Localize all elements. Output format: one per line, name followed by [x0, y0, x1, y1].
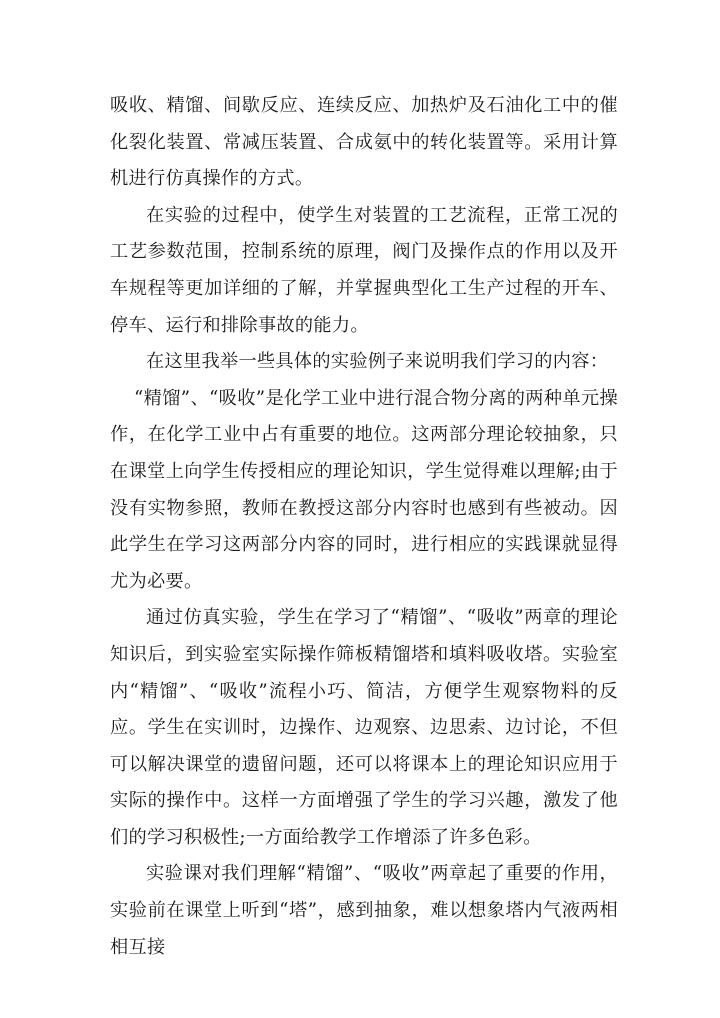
paragraph-experiment-course: 实验课对我们理解“精馏”、“吸收”两章起了重要的作用，实验前在课堂上听到“塔”，感到抽象，难以想象塔内气液两相相互接 — [110, 863, 618, 958]
paragraph-experiment-process: 在实验的过程中，使学生对装置的工艺流程，正常工况的工艺参数范围，控制系统的原理，阀门及操作点的作用以及开车规程等更加详细的了解，并掌握典型化工生产过程的开车、停车、运行和排除事故的能力。 — [110, 204, 618, 336]
paragraph-simulation-experiment: 通过仿真实验，学生在学习了“精馏”、“吸收”两章的理论知识后，到实验室实际操作筛板精馏塔和填料吸收塔。实验室内“精馏”、“吸收”流程小巧、简洁，方便学生观察物料的反应。学生在实训时，边操作、边观察、边思索、边讨论，不但可以解决课堂的遗留问题，还可以将课本上的理论知识应用于实际的操作中。这样一方面增强了学生的学习兴趣，激发了他们的学习积极性;一方面给教学工作增添了许多色彩。 — [110, 607, 618, 848]
paragraph-examples-intro: 在这里我举一些具体的实验例子来说明我们学习的内容： — [146, 351, 609, 373]
document-page — [110, 88, 618, 966]
paragraph-continuation: 吸收、精馏、间歇反应、连续反应、加热炉及石油化工中的催化裂化装置、常减压装置、合成氨中的转化装置等。采用计算机进行仿真操作的方式。 — [110, 95, 618, 190]
paragraph-distillation-absorption: “精馏”、“吸收”是化学工业中进行混合物分离的两种单元操作，在化学工业中占有重要的地位。这两部分理论较抽象，只在课堂上向学生传授相应的理论知识，学生觉得难以理解;由于没有实物参照，教师在教授这部分内容时也感到有些被动。因此学生在学习这两部分内容的同时，进行相应的实践课就显得尤为必要。 — [110, 387, 618, 592]
